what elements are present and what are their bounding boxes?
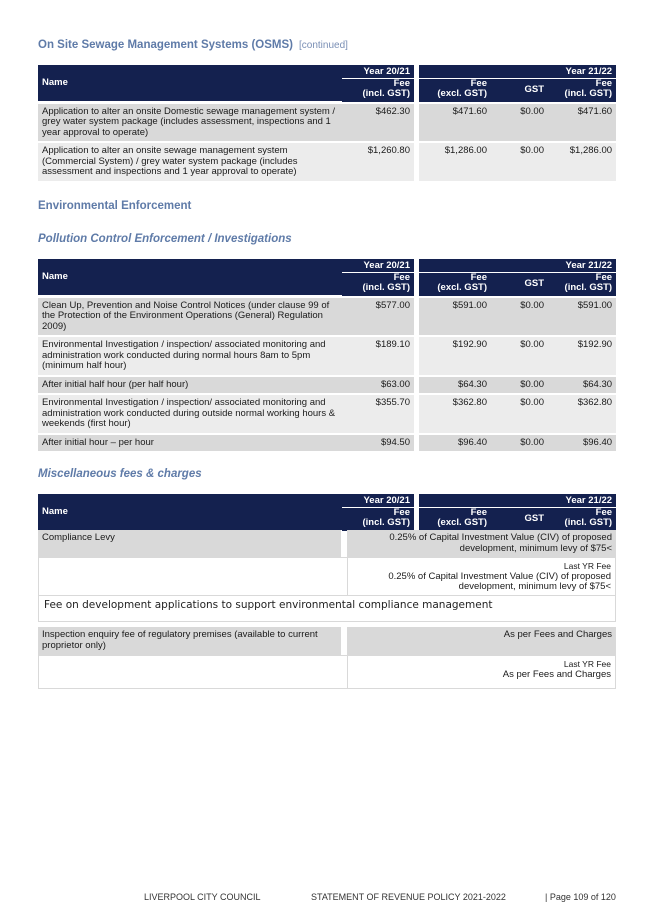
inspection-enquiry-last-fee: As per Fees and Charges bbox=[502, 668, 611, 680]
inspection-enquiry-row bbox=[38, 627, 616, 655]
col-year-curr: Year 21/22 bbox=[419, 259, 616, 273]
compliance-levy-row bbox=[38, 530, 616, 557]
col-name: Name bbox=[38, 494, 342, 531]
compliance-levy-last-fee: 0.25% of Capital Investment Value (CIV) of proposed development, minimum levy of $75< bbox=[388, 570, 611, 592]
col-prev-fee-incl: Fee (incl. GST) bbox=[342, 79, 414, 102]
col-year-prev: Year 20/21 bbox=[342, 259, 414, 273]
compliance-levy-last-year bbox=[38, 557, 616, 596]
table-row: Environmental Investigation / inspection/ associated monitoring and administration work conducted during normal hours 8am to 5pm (minimum half hour) $189.10 $192.90 $0.00 $192.90 bbox=[38, 337, 616, 375]
compliance-levy-name: Compliance Levy bbox=[38, 530, 341, 557]
col-fee-excl: Fee (excl. GST) bbox=[419, 273, 491, 296]
footer-page-number: | Page 109 of 120 bbox=[545, 892, 616, 902]
col-year-curr: Year 21/22 bbox=[419, 65, 616, 79]
col-fee-incl: Fee (incl. GST) bbox=[548, 508, 616, 531]
col-year-prev: Year 20/21 bbox=[342, 494, 414, 508]
col-year-prev: Year 20/21 bbox=[342, 65, 414, 79]
col-year-curr: Year 21/22 bbox=[419, 494, 616, 508]
table-row: Application to alter an onsite Domestic sewage management system / grey water system package (includes assessment, inspections and 1 year approval to operate) $462.30 $471.60 $0.00 $471.60 bbox=[38, 104, 616, 142]
table-row: Environmental Investigation / inspection/ associated monitoring and administration work conducted during outside normal working hours & weekends (first hour) $355.70 $362.80 $0.00 $362.80 bbox=[38, 395, 616, 433]
inspection-enquiry-name: Inspection enquiry fee of regulatory premises (available to current proprietor only) bbox=[38, 627, 341, 655]
col-name: Name bbox=[38, 65, 342, 102]
col-gst: GST bbox=[491, 273, 548, 296]
col-fee-incl: Fee (incl. GST) bbox=[548, 79, 616, 102]
misc-heading: Miscellaneous fees & charges bbox=[38, 468, 202, 480]
osms-heading-text: On Site Sewage Management Systems (OSMS) bbox=[38, 39, 293, 51]
osms-heading bbox=[38, 39, 348, 51]
col-name: Name bbox=[38, 259, 342, 296]
footer-doc-title: STATEMENT OF REVENUE POLICY 2021-2022 bbox=[311, 892, 506, 902]
continued-label: [continued] bbox=[299, 40, 348, 51]
col-prev-fee-incl: Fee (incl. GST) bbox=[342, 508, 414, 531]
inspection-enquiry-fee: As per Fees and Charges bbox=[347, 627, 616, 655]
pollution-heading: Pollution Control Enforcement / Investigations bbox=[38, 233, 292, 245]
compliance-levy-note: Fee on development applications to support environmental compliance management bbox=[38, 596, 616, 622]
col-prev-fee-incl: Fee (incl. GST) bbox=[342, 273, 414, 296]
compliance-levy-fee: 0.25% of Capital Investment Value (CIV) of proposed development, minimum levy of $75< bbox=[347, 530, 616, 557]
osms-fee-table bbox=[38, 65, 616, 181]
col-fee-excl: Fee (excl. GST) bbox=[419, 79, 491, 102]
misc-fee-table-header bbox=[38, 494, 616, 531]
env-enforcement-heading: Environmental Enforcement bbox=[38, 200, 192, 212]
table-row: Application to alter an onsite sewage management system (Commercial System) / grey water system package (includes assessment and inspections and 1 year approval to operate) $1,260.80 $1,286.00 $0.00 $1,286.00 bbox=[38, 143, 616, 181]
last-yr-label: Last YR Fee bbox=[563, 561, 611, 571]
table-row: Clean Up, Prevention and Noise Control Notices (under clause 99 of the Protection of the Environment Operations (General) Regulation 2009) $577.00 $591.00 $0.00 $591.00 bbox=[38, 298, 616, 336]
col-fee-excl: Fee (excl. GST) bbox=[419, 508, 491, 531]
col-fee-incl: Fee (incl. GST) bbox=[548, 273, 616, 296]
table-row: After initial hour – per hour $94.50 $96.40 $0.00 $96.40 bbox=[38, 435, 616, 452]
pollution-fee-table bbox=[38, 259, 616, 451]
footer-org: LIVERPOOL CITY COUNCIL bbox=[144, 892, 261, 902]
col-gst: GST bbox=[491, 79, 548, 102]
last-yr-label: Last YR Fee bbox=[563, 659, 611, 669]
table-row: After initial half hour (per half hour) $63.00 $64.30 $0.00 $64.30 bbox=[38, 377, 616, 394]
col-gst: GST bbox=[491, 508, 548, 531]
inspection-enquiry-last-year bbox=[38, 655, 616, 689]
